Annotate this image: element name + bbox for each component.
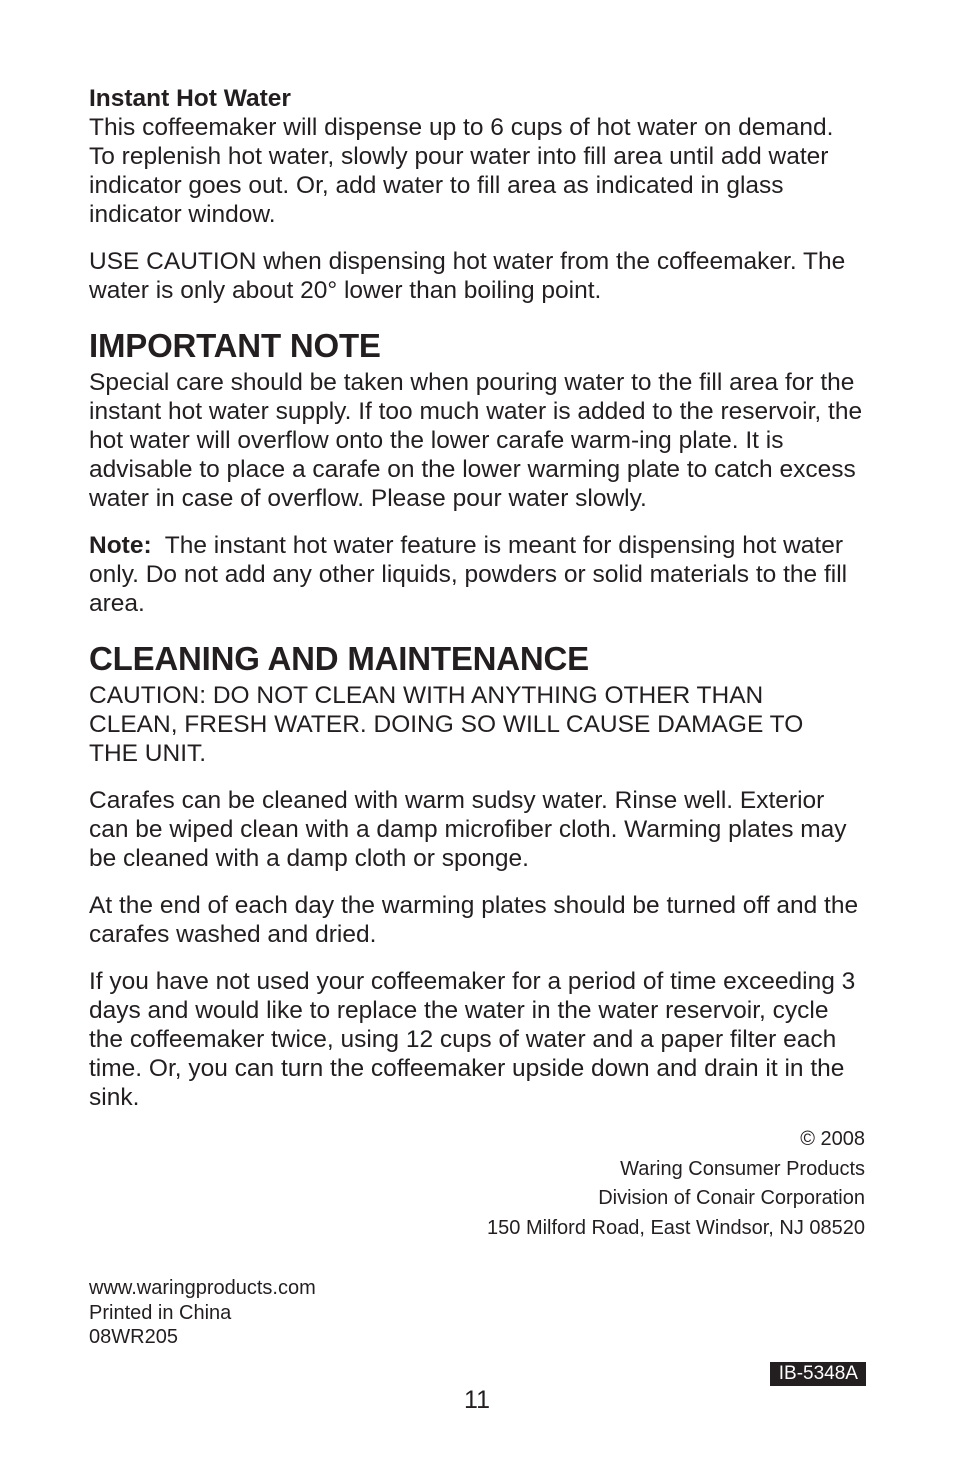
company-address [89, 1125, 865, 1243]
important-note-section [89, 327, 865, 618]
note-label: Note: [89, 532, 152, 559]
important-note-heading: IMPORTANT NOTE [89, 327, 381, 364]
footer-info [89, 1276, 865, 1350]
copyright: © 2008 [800, 1128, 865, 1150]
website-link[interactable]: www.waringproducts.com [89, 1277, 316, 1299]
instant-hot-water-section [89, 84, 865, 305]
unused-coffeemaker-paragraph: If you have not used your coffeemaker for a period of time exceeding 3 days and would like to replace the water in the water reservoir, cycle the coffeemaker twice, using 12 cups of water and a paper filter each time. Or, you can turn the coffeemaker upside down and drain it in the sink. [89, 968, 856, 1111]
hot-water-caution-paragraph: USE CAUTION when dispensing hot water from the coffeemaker. The water is only about 20° lower than boiling point. [89, 248, 846, 304]
company-division: Division of Conair Corporation [598, 1187, 865, 1209]
company-name: Waring Consumer Products [620, 1157, 865, 1180]
instant-hot-water-title: Instant Hot Water [89, 85, 291, 112]
note-paragraph [89, 531, 865, 618]
manual-page [89, 84, 865, 1350]
document-code-badge: IB-5348A [770, 1362, 866, 1386]
print-code: 08WR205 [89, 1326, 178, 1348]
instant-hot-water-paragraph: This coffeemaker will dispense up to 6 cups of hot water on demand. To replenish hot water, slowly pour water into fill area until add water indicator goes out. Or, add water to fill area as indicated in glass indicator window. [89, 114, 834, 228]
printed-in: Printed in China [89, 1301, 232, 1324]
note-text: The instant hot water feature is meant for dispensing hot water only. Do not add any other liquids, powders or solid materials to the fill area. [89, 532, 848, 617]
carafe-cleaning-paragraph: Carafes can be cleaned with warm sudsy water. Rinse well. Exterior can be wiped clean with a damp microfiber cloth. Warming plates may be cleaned with a damp cloth or sponge. [89, 787, 847, 872]
cleaning-caution-paragraph: CAUTION: DO NOT CLEAN WITH ANYTHING OTHER THAN CLEAN, FRESH WATER. DOING SO WILL CAUSE DAMAGE TO THE UNIT. [89, 682, 804, 767]
important-note-paragraph: Special care should be taken when pouring water to the fill area for the instant hot water supply. If too much water is added to the reservoir, the hot water will overflow onto the lower carafe warm-ing plate. It is advisable to place a carafe on the lower warming plate to catch excess water in case of overflow. Please pour water slowly. [89, 369, 863, 512]
end-of-day-paragraph: At the end of each day the warming plates should be turned off and the carafes washed and dried. [89, 892, 859, 948]
cleaning-section [89, 640, 865, 1112]
cleaning-heading: CLEANING AND MAINTENANCE [89, 640, 589, 677]
page-number: 11 [464, 1386, 490, 1414]
company-street-address: 150 Milford Road, East Windsor, NJ 08520 [487, 1216, 865, 1239]
